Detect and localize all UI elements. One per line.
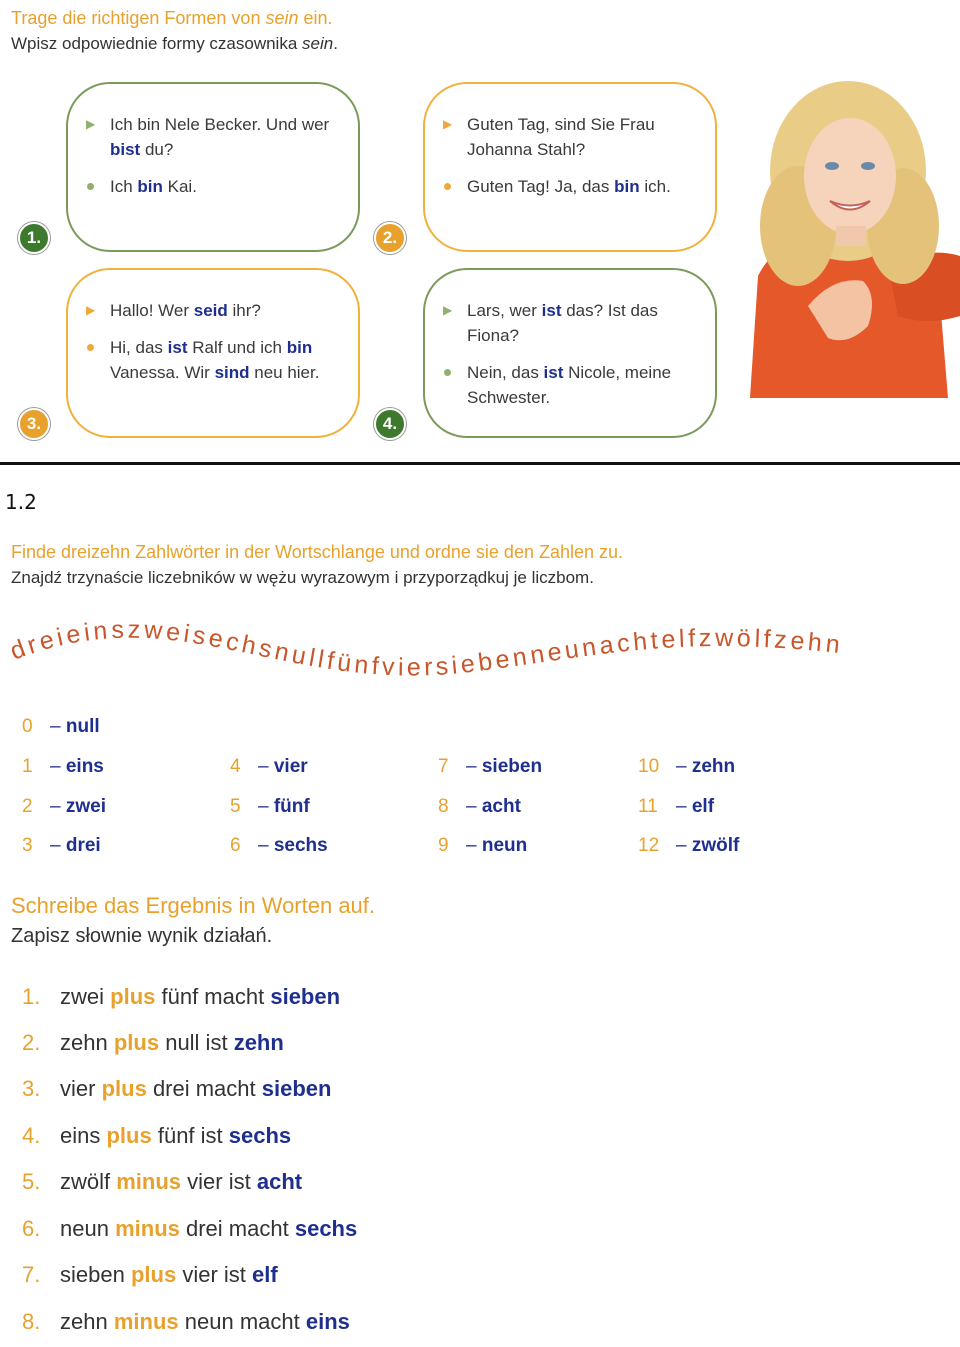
exercise-3-heading: Schreibe das Ergebnis in Worten auf. [11,893,376,918]
number-item: 5 – fünf [230,796,310,817]
triangle-bullet-icon: ▶ [443,117,453,131]
dialog-line: Hi, das ist Ralf und ich bin Vanessa. Wir sind neu hier. [110,335,336,385]
woman-photo [738,76,960,398]
dialog-bubble-4 [423,268,717,438]
number-item: 3 – drei [22,835,101,856]
dialog-bubble-1 [66,82,360,252]
equation-row: 4. eins plus fünf ist sechs [22,1123,292,1148]
dialog-line: Nein, das ist Nicole, meine Schwester. [467,360,693,410]
number-item: 8 – acht [438,796,521,817]
dialog-line: ▶ Lars, wer ist das? Ist das Fiona? [467,298,693,348]
exercise-2-heading: Finde dreizehn Zahlwörter in der Wortschlange und ordne sie den Zahlen zu. [11,542,624,562]
equation-row: 1. zwei plus fünf macht sieben [22,984,341,1009]
number-item: 9 – neun [438,835,528,856]
number-item: 0 – null [22,716,100,737]
number-item: 12 – zwölf [638,835,740,856]
equation-row: 5. zwölf minus vier ist acht [22,1169,303,1194]
triangle-bullet-icon: ▶ [86,303,96,317]
number-item: 10 – zehn [638,756,736,777]
number-item: 2 – zwei [22,796,106,817]
number-item: 1 – eins [22,756,104,777]
dialog-bubble-3 [66,268,360,438]
exercise-2-subheading: Znajdź trzynaście liczebników w wężu wyrazowym i przyporządkuj je liczbom. [11,568,594,587]
number-item: 4 – vier [230,756,308,777]
section-divider [0,462,960,465]
svg-text:dreieinszweisechsnullfünfviers [7,616,845,682]
dialog-line: ▶ Guten Tag, sind Sie Frau Johanna Stahl? [467,112,693,162]
number-item: 11 – elf [638,796,715,817]
equation-row: 8. zehn minus neun macht eins [22,1309,350,1334]
dialog-number-3: 3. [18,408,50,440]
dialog-line: ▶ Hallo! Wer seid ihr? [110,298,336,323]
triangle-bullet-icon: ▶ [86,117,96,131]
number-item: 7 – sieben [438,756,543,777]
dot-bullet-icon [87,183,94,190]
dot-bullet-icon [444,369,451,376]
dialog-number-2: 2. [374,222,406,254]
exercise-3-subheading: Zapisz słownie wynik działań. [11,925,273,947]
exercise-1-heading: Trage die richtigen Formen von sein ein. [11,8,333,28]
number-item: 6 – sechs [230,835,328,856]
dialog-number-4: 4. [374,408,406,440]
equation-row: 2. zehn plus null ist zehn [22,1030,284,1055]
dialog-line: Guten Tag! Ja, das bin ich. [467,174,693,199]
equation-row: 6. neun minus drei macht sechs [22,1216,358,1241]
dialog-line: Ich bin Kai. [110,174,336,199]
section-number: 1.2 [5,490,37,514]
word-snake-text: dreieinszweisechsnullfünfviersiebenneunachtelfzwölfzehn [6,615,845,682]
dialog-line: ▶ Ich bin Nele Becker. Und wer bist du? [110,112,336,162]
exercise-1-subheading: Wpisz odpowiednie formy czasownika sein. [11,34,338,53]
equation-row: 3. vier plus drei macht sieben [22,1076,332,1101]
dot-bullet-icon [444,183,451,190]
triangle-bullet-icon: ▶ [443,303,453,317]
dialog-bubble-2 [423,82,717,252]
dialog-number-1: 1. [18,222,50,254]
word-snake [0,610,960,700]
dot-bullet-icon [87,344,94,351]
equation-row: 7. sieben plus vier ist elf [22,1262,278,1287]
